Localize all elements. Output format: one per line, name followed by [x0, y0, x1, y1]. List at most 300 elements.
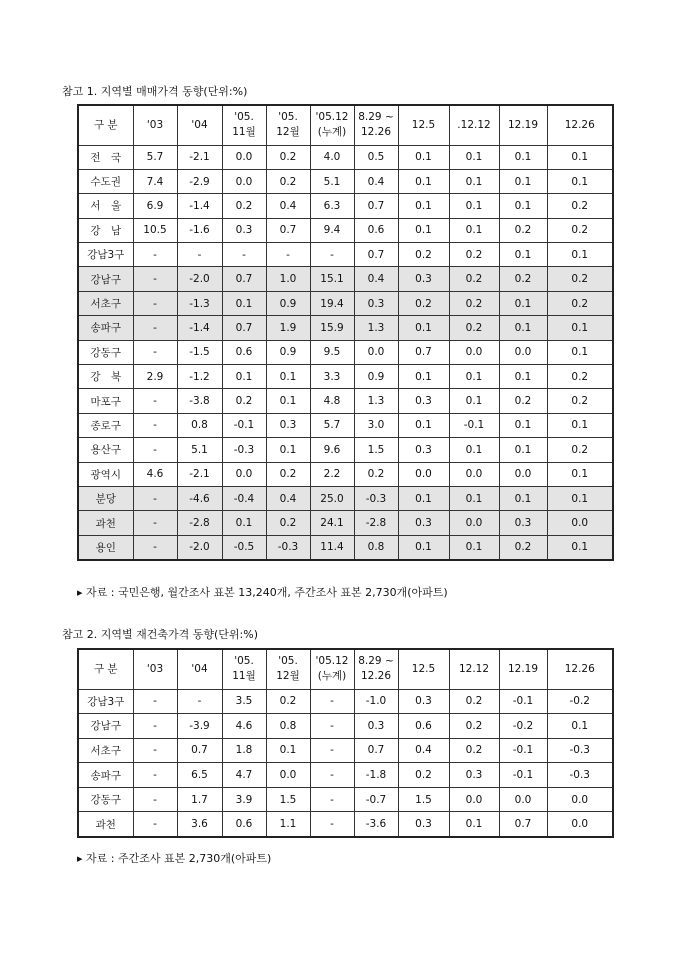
- table-cell: -1.0: [354, 689, 398, 714]
- table-cell: 0.1: [547, 243, 613, 267]
- table-cell: 0.1: [499, 438, 547, 462]
- table-cell: -0.3: [222, 438, 266, 462]
- table-cell: 0.2: [449, 316, 499, 340]
- header-row: [78, 649, 613, 689]
- table-row: [78, 413, 613, 437]
- table-cell: 0.0: [547, 812, 613, 837]
- table-cell: -: [133, 535, 177, 559]
- column-header: [547, 105, 613, 145]
- column-header-line1: 12.5: [411, 118, 436, 131]
- table-row: [78, 389, 613, 413]
- table-cell: 0.7: [354, 243, 398, 267]
- table-cell: -: [310, 689, 354, 714]
- table-cell: -2.8: [177, 511, 222, 535]
- column-header-line1: '04: [191, 118, 208, 131]
- column-header: [449, 105, 499, 145]
- column-header-line1: '05.: [278, 111, 298, 124]
- table-cell: -: [133, 389, 177, 413]
- table-cell: 0.2: [547, 194, 613, 218]
- table-cell: 0.1: [222, 511, 266, 535]
- table-cell: 0.1: [547, 316, 613, 340]
- table-cell: -1.3: [177, 291, 222, 315]
- column-header-line1: '03: [146, 662, 164, 675]
- table-cell: 0.2: [266, 462, 310, 486]
- table-cell: 0.2: [266, 689, 310, 714]
- column-header-line1: '05.: [234, 111, 254, 124]
- table-cell: -0.3: [266, 535, 310, 559]
- table1-title: 참고 1. 지역별 매매가격 동향(단위:%): [62, 85, 248, 98]
- table-cell: 0.8: [354, 535, 398, 559]
- table-cell: -0.1: [499, 689, 547, 714]
- table-cell: -: [177, 689, 222, 714]
- column-header: [398, 649, 449, 689]
- table-cell: 5.1: [310, 169, 354, 193]
- column-header: [266, 105, 310, 145]
- column-header: [222, 649, 266, 689]
- table-cell: 1.3: [354, 389, 398, 413]
- table-cell: 0.1: [499, 145, 547, 169]
- column-header: [354, 105, 398, 145]
- table-cell: 0.2: [266, 145, 310, 169]
- table-cell: 0.1: [449, 169, 499, 193]
- table-cell: 0.1: [547, 462, 613, 486]
- table-cell: 19.4: [310, 291, 354, 315]
- table-cell: 0.2: [499, 535, 547, 559]
- table-row: [78, 486, 613, 510]
- table-row: [78, 291, 613, 315]
- table-cell: -: [177, 243, 222, 267]
- column-header: [133, 649, 177, 689]
- table-cell: 0.2: [449, 267, 499, 291]
- table-cell: 0.4: [266, 194, 310, 218]
- column-header-line1: 12.26: [564, 662, 595, 675]
- row-label: 송파구: [78, 316, 133, 340]
- table-cell: 0.0: [499, 340, 547, 364]
- table-cell: 0.2: [547, 389, 613, 413]
- table-cell: 0.1: [449, 145, 499, 169]
- table-cell: 0.0: [547, 787, 613, 812]
- row-label: 마포구: [78, 389, 133, 413]
- table-row: [78, 243, 613, 267]
- table-cell: 15.9: [310, 316, 354, 340]
- table-cell: 0.1: [547, 169, 613, 193]
- table-cell: 0.1: [266, 389, 310, 413]
- table-cell: 3.5: [222, 689, 266, 714]
- table-cell: 0.1: [398, 145, 449, 169]
- table-cell: 0.0: [222, 169, 266, 193]
- table-cell: -2.0: [177, 267, 222, 291]
- table-row: [78, 763, 613, 788]
- table-cell: 0.1: [398, 486, 449, 510]
- table-cell: 3.3: [310, 365, 354, 389]
- column-header: [310, 105, 354, 145]
- table-cell: 0.0: [547, 511, 613, 535]
- table-cell: 0.1: [222, 365, 266, 389]
- table-cell: -: [310, 738, 354, 763]
- table-cell: 0.2: [547, 291, 613, 315]
- table-cell: -0.2: [547, 689, 613, 714]
- column-header-line2: (누계): [317, 670, 347, 683]
- table-row: [78, 145, 613, 169]
- row-label: 용인: [78, 535, 133, 559]
- table-cell: -0.5: [222, 535, 266, 559]
- table-cell: 0.4: [354, 267, 398, 291]
- table-cell: 3.9: [222, 787, 266, 812]
- table-cell: 0.1: [449, 535, 499, 559]
- row-label: 분당: [78, 486, 133, 510]
- table-cell: 0.7: [354, 194, 398, 218]
- table-cell: -0.1: [222, 413, 266, 437]
- table-cell: -2.9: [177, 169, 222, 193]
- table-cell: 5.1: [177, 438, 222, 462]
- table-cell: 0.2: [449, 243, 499, 267]
- table-cell: 0.2: [222, 194, 266, 218]
- table-cell: 0.1: [499, 413, 547, 437]
- table-cell: 24.1: [310, 511, 354, 535]
- column-header-line1: '05.: [234, 655, 254, 668]
- column-header-line1: 12.12: [458, 662, 490, 675]
- table-cell: 1.9: [266, 316, 310, 340]
- table-cell: 0.1: [398, 194, 449, 218]
- table-cell: 3.0: [354, 413, 398, 437]
- table-cell: -0.1: [499, 763, 547, 788]
- column-header-line2: 11월: [232, 670, 256, 683]
- table-cell: 0.2: [547, 218, 613, 242]
- column-header-line1: .12.12: [457, 118, 491, 131]
- row-label: 종로구: [78, 413, 133, 437]
- column-header-line1: 8.29 ~: [358, 111, 394, 124]
- table-cell: -: [310, 763, 354, 788]
- table-cell: 0.1: [266, 738, 310, 763]
- table-cell: 25.0: [310, 486, 354, 510]
- table-cell: 0.1: [499, 365, 547, 389]
- table-cell: 0.4: [354, 169, 398, 193]
- table-row: [78, 689, 613, 714]
- table-cell: 0.2: [499, 218, 547, 242]
- table-cell: 0.5: [354, 145, 398, 169]
- column-header-line1: 12.19: [507, 118, 539, 131]
- table-cell: 0.0: [266, 763, 310, 788]
- column-header-line1: 12.5: [411, 662, 436, 675]
- table-cell: 6.3: [310, 194, 354, 218]
- table-cell: -: [133, 787, 177, 812]
- column-header: [354, 649, 398, 689]
- table-cell: 0.2: [449, 689, 499, 714]
- table-cell: 0.0: [499, 462, 547, 486]
- table-cell: 0.2: [266, 511, 310, 535]
- table-cell: -: [266, 243, 310, 267]
- column-header-line1: '05.12: [315, 111, 349, 124]
- row-label: 강 북: [78, 365, 133, 389]
- table-cell: -1.5: [177, 340, 222, 364]
- column-header: [78, 105, 133, 145]
- table-cell: -0.3: [547, 763, 613, 788]
- table-cell: 0.1: [449, 438, 499, 462]
- table-row: [78, 438, 613, 462]
- table-cell: 5.7: [310, 413, 354, 437]
- table-cell: 4.6: [133, 462, 177, 486]
- table-cell: 0.2: [354, 462, 398, 486]
- table-cell: 0.1: [547, 340, 613, 364]
- table-cell: 0.1: [398, 365, 449, 389]
- table-cell: 0.1: [547, 413, 613, 437]
- column-header-line2: 11월: [232, 126, 256, 139]
- column-header-line2: (누계): [317, 126, 347, 139]
- table-cell: 0.2: [449, 291, 499, 315]
- table-cell: 0.7: [222, 316, 266, 340]
- table-cell: -: [310, 787, 354, 812]
- table-cell: -4.6: [177, 486, 222, 510]
- table-cell: 0.6: [222, 812, 266, 837]
- table-row: [78, 511, 613, 535]
- table-cell: -0.1: [499, 738, 547, 763]
- row-label: 수도권: [78, 169, 133, 193]
- table-cell: 15.1: [310, 267, 354, 291]
- table-cell: 10.5: [133, 218, 177, 242]
- column-header: [78, 649, 133, 689]
- table-cell: 0.2: [499, 389, 547, 413]
- table-cell: 0.1: [398, 169, 449, 193]
- table-cell: 0.3: [222, 218, 266, 242]
- table-cell: 0.1: [398, 218, 449, 242]
- table-cell: 0.2: [222, 389, 266, 413]
- table-row: [78, 365, 613, 389]
- table2-title: 참고 2. 지역별 재건축가격 동향(단위:%): [62, 628, 258, 641]
- table-cell: 0.4: [398, 738, 449, 763]
- table-cell: -1.6: [177, 218, 222, 242]
- row-label: 송파구: [78, 763, 133, 788]
- column-header: [133, 105, 177, 145]
- table-cell: -3.6: [354, 812, 398, 837]
- table-cell: 1.5: [398, 787, 449, 812]
- table-cell: 0.1: [398, 413, 449, 437]
- table-cell: 4.6: [222, 714, 266, 739]
- column-header: [177, 649, 222, 689]
- table-cell: 0.0: [398, 462, 449, 486]
- table-cell: 0.0: [222, 145, 266, 169]
- column-header: [449, 649, 499, 689]
- table-cell: -: [133, 511, 177, 535]
- column-header-line1: 12.26: [564, 118, 595, 131]
- table-cell: 0.3: [398, 438, 449, 462]
- table-cell: 0.7: [398, 340, 449, 364]
- table-cell: 0.1: [398, 316, 449, 340]
- table-cell: 0.2: [499, 267, 547, 291]
- table-cell: -2.8: [354, 511, 398, 535]
- table-cell: 0.3: [449, 763, 499, 788]
- table-cell: 0.0: [449, 787, 499, 812]
- table-cell: -: [310, 812, 354, 837]
- table-cell: 0.3: [398, 267, 449, 291]
- column-header: [398, 105, 449, 145]
- table-cell: 0.1: [499, 194, 547, 218]
- table-cell: 0.8: [266, 714, 310, 739]
- column-header-line1: '03: [146, 118, 164, 131]
- table-cell: 0.0: [449, 340, 499, 364]
- table-cell: 0.3: [398, 689, 449, 714]
- table-cell: 0.2: [547, 267, 613, 291]
- table-cell: -: [133, 438, 177, 462]
- table-cell: -: [133, 340, 177, 364]
- table-cell: -: [133, 763, 177, 788]
- table-cell: 1.8: [222, 738, 266, 763]
- table-cell: 0.1: [547, 145, 613, 169]
- table-cell: 0.3: [398, 389, 449, 413]
- table-cell: 0.1: [449, 218, 499, 242]
- table-row: [78, 316, 613, 340]
- table-cell: 0.8: [177, 413, 222, 437]
- table-cell: 0.7: [266, 218, 310, 242]
- column-header-line2: 12.26: [360, 126, 392, 139]
- reconstruction-price-table: [77, 648, 614, 838]
- table-cell: 0.1: [449, 486, 499, 510]
- table-cell: 1.5: [354, 438, 398, 462]
- table-cell: 0.9: [266, 291, 310, 315]
- column-header-line1: 구 분: [93, 662, 118, 675]
- table-cell: 9.5: [310, 340, 354, 364]
- table-cell: -: [133, 316, 177, 340]
- table-cell: 0.1: [449, 194, 499, 218]
- table-cell: 3.6: [177, 812, 222, 837]
- table-cell: -: [133, 267, 177, 291]
- table-cell: 0.7: [354, 738, 398, 763]
- table-row: [78, 812, 613, 837]
- table2-body: [78, 689, 613, 837]
- row-label: 서초구: [78, 291, 133, 315]
- table-cell: -: [133, 738, 177, 763]
- table-cell: 0.2: [547, 365, 613, 389]
- table-cell: -0.1: [449, 413, 499, 437]
- table-cell: 7.4: [133, 169, 177, 193]
- row-label: 과천: [78, 511, 133, 535]
- table-cell: 0.9: [354, 365, 398, 389]
- table-cell: -: [133, 291, 177, 315]
- table-cell: -: [222, 243, 266, 267]
- table-cell: 0.1: [547, 714, 613, 739]
- column-header: [547, 649, 613, 689]
- row-label: 강 남: [78, 218, 133, 242]
- table-cell: 2.9: [133, 365, 177, 389]
- column-header-line2: 12.26: [360, 670, 392, 683]
- header-row: [78, 105, 613, 145]
- row-label: 강동구: [78, 787, 133, 812]
- row-label: 전 국: [78, 145, 133, 169]
- table-cell: -1.8: [354, 763, 398, 788]
- table-cell: 0.1: [449, 812, 499, 837]
- table-cell: 0.3: [266, 413, 310, 437]
- table-cell: 0.1: [499, 169, 547, 193]
- table-cell: -: [133, 689, 177, 714]
- table-cell: 1.5: [266, 787, 310, 812]
- row-label: 용산구: [78, 438, 133, 462]
- table-cell: 5.7: [133, 145, 177, 169]
- table-cell: -1.4: [177, 316, 222, 340]
- table-cell: 9.6: [310, 438, 354, 462]
- table-row: [78, 340, 613, 364]
- table-row: [78, 787, 613, 812]
- row-label: 과천: [78, 812, 133, 837]
- table-cell: 1.1: [266, 812, 310, 837]
- table-cell: -: [133, 486, 177, 510]
- table-cell: 0.2: [398, 243, 449, 267]
- table-cell: 0.1: [222, 291, 266, 315]
- table-cell: 0.7: [177, 738, 222, 763]
- table-cell: 0.2: [449, 714, 499, 739]
- row-label: 강남3구: [78, 243, 133, 267]
- table-cell: -: [133, 413, 177, 437]
- table-cell: -: [133, 243, 177, 267]
- row-label: 강동구: [78, 340, 133, 364]
- table-cell: 11.4: [310, 535, 354, 559]
- table-cell: 0.2: [449, 738, 499, 763]
- table-cell: 0.0: [449, 462, 499, 486]
- table-row: [78, 462, 613, 486]
- table-cell: 0.1: [449, 389, 499, 413]
- table-cell: 0.2: [266, 169, 310, 193]
- row-label: 강남구: [78, 267, 133, 291]
- table-cell: 0.6: [222, 340, 266, 364]
- table-cell: 0.2: [398, 291, 449, 315]
- column-header: [266, 649, 310, 689]
- table-cell: -2.1: [177, 462, 222, 486]
- table-row: [78, 194, 613, 218]
- table-cell: -2.0: [177, 535, 222, 559]
- row-label: 강남3구: [78, 689, 133, 714]
- table-cell: 0.7: [222, 267, 266, 291]
- table-cell: 0.6: [354, 218, 398, 242]
- table-cell: 0.1: [499, 243, 547, 267]
- table-cell: 0.3: [354, 714, 398, 739]
- table-cell: 6.9: [133, 194, 177, 218]
- table-cell: 0.2: [547, 438, 613, 462]
- table-cell: -3.9: [177, 714, 222, 739]
- table-cell: -1.4: [177, 194, 222, 218]
- table-cell: -1.2: [177, 365, 222, 389]
- column-header: [499, 105, 547, 145]
- table-cell: -3.8: [177, 389, 222, 413]
- table-row: [78, 267, 613, 291]
- table-cell: 0.3: [398, 812, 449, 837]
- column-header: [177, 105, 222, 145]
- column-header-line2: 12월: [276, 670, 300, 683]
- table-cell: 4.0: [310, 145, 354, 169]
- table-cell: 2.2: [310, 462, 354, 486]
- column-header-line1: 8.29 ~: [358, 655, 394, 668]
- column-header-line1: '04: [191, 662, 208, 675]
- table2-header: [78, 649, 613, 689]
- table1-body: [78, 145, 613, 560]
- table-cell: 0.9: [266, 340, 310, 364]
- table-cell: -: [310, 714, 354, 739]
- table-cell: 9.4: [310, 218, 354, 242]
- table-cell: 0.1: [398, 535, 449, 559]
- table-cell: -0.7: [354, 787, 398, 812]
- column-header-line2: 12월: [276, 126, 300, 139]
- table-cell: -0.3: [354, 486, 398, 510]
- table-cell: 0.3: [499, 511, 547, 535]
- table-cell: -: [133, 714, 177, 739]
- table-cell: 0.6: [398, 714, 449, 739]
- table-cell: -: [310, 243, 354, 267]
- table-row: [78, 218, 613, 242]
- column-header: [499, 649, 547, 689]
- table-cell: -0.4: [222, 486, 266, 510]
- row-label: 강남구: [78, 714, 133, 739]
- table-row: [78, 714, 613, 739]
- column-header-line1: '05.12: [315, 655, 349, 668]
- table-cell: 1.3: [354, 316, 398, 340]
- table-cell: 0.1: [499, 291, 547, 315]
